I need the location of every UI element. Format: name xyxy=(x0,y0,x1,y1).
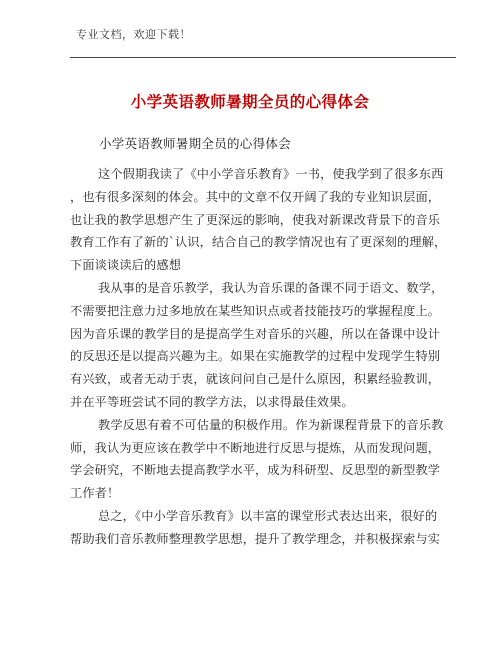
body-line: 教育工作有了新的`认识，结合自己的教学情况也有了更深刻的理解， xyxy=(70,235,447,250)
document-title: 小学英语教师暑期全员的心得体会 xyxy=(130,93,370,111)
header-note: 专业文档，欢迎下载！ xyxy=(76,28,191,41)
document-subtitle: 小学英语教师暑期全员的心得体会 xyxy=(99,136,292,151)
document-body xyxy=(70,163,460,551)
body-line: 教学反思有着不可估量的积极作用。作为新课程背景下的音乐教 xyxy=(98,417,444,432)
body-line: 的反思还是以提高兴趣为主。如果在实施教学的过程中发现学生特别 xyxy=(70,349,441,364)
body-line: 这个假期我读了《中小学音乐教育》一书，使我学到了很多东西 xyxy=(98,167,444,181)
header-divider xyxy=(70,57,456,58)
body-line: 帮助我们音乐教师整理教学思想，提升了教学理念，并积极探索与实 xyxy=(70,531,441,546)
body-line: 学会研究，不断地去提高教学水平，成为科研型、反思型的新型教学 xyxy=(70,463,441,478)
body-line: 下面谈谈读后的感想 xyxy=(70,258,182,273)
body-line: 我从事的是音乐教学，我认为音乐课的备课不同于语文、数学， xyxy=(98,280,444,295)
body-line: 也让我的教学思想产生了更深远的影响，使我对新课改背景下的音乐 xyxy=(70,212,441,227)
body-line: 不需要把注意力过多地放在某些知识点或者技能技巧的掌握程度上。 xyxy=(70,303,441,318)
body-line: 并在平等班尝试不同的教学方法，以求得最佳效果。 xyxy=(70,394,354,409)
body-line: 有兴致，或者无动于衷，就该问问自己是什么原因，积累经验教训， xyxy=(70,372,441,387)
body-line: 工作者！ xyxy=(70,486,120,501)
body-line: 师，我认为更应该在教学中不断地进行反思与提炼，从而发现问题， xyxy=(70,440,441,455)
body-line: ，也有很多深刻的体会。其中的文章不仅开阔了我的专业知识层面， xyxy=(70,189,441,204)
body-line: 因为音乐课的教学目的是提高学生对音乐的兴趣，所以在备课中设计 xyxy=(70,326,441,341)
body-line: 总之，《中小学音乐教育》以丰富的课堂形式表达出来，很好的 xyxy=(98,508,438,523)
